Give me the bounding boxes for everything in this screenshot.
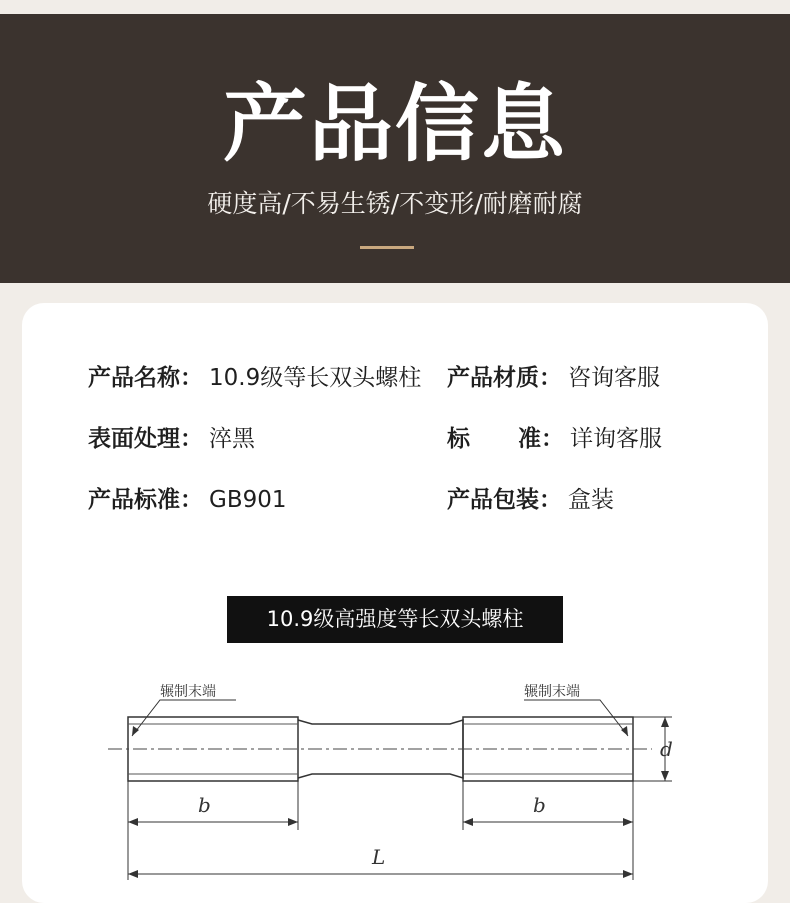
spec-value: 详询客服 xyxy=(570,426,663,452)
spec-label: 产品名称 xyxy=(88,365,180,391)
spec-packaging: 产品包装： 盒装 xyxy=(447,487,614,513)
spec-value: 10.9级等长双头螺柱 xyxy=(209,365,422,391)
right-arrow-icon xyxy=(621,726,628,736)
header-banner xyxy=(0,14,790,283)
dim-d-label: d xyxy=(660,737,673,761)
spec-value: 咨询客服 xyxy=(568,365,660,391)
dim-L-label: L xyxy=(372,845,386,869)
spec-value: GB901 xyxy=(209,487,287,513)
stud-bolt-diagram xyxy=(0,650,790,890)
dim-b-left-label: b xyxy=(198,793,211,817)
spec-product-name: 产品名称： 10.9级等长双头螺柱 xyxy=(88,365,422,391)
spec-product-standard: 产品标准： GB901 xyxy=(88,487,287,513)
dim-b-right-lines xyxy=(463,781,633,880)
spec-label: 产品材质 xyxy=(447,365,539,391)
dim-b-left-lines xyxy=(128,781,298,880)
left-callout-label: 辗制末端 xyxy=(160,684,216,700)
diagram-title-badge: 10.9级高强度等长双头螺柱 xyxy=(227,596,563,643)
spec-surface: 表面处理： 淬黑 xyxy=(88,426,255,452)
spec-label: 产品标准 xyxy=(88,487,180,513)
spec-label: 标 准 xyxy=(447,426,542,452)
spec-value: 淬黑 xyxy=(209,426,255,452)
spec-material: 产品材质： 咨询客服 xyxy=(447,365,660,391)
page-title: 产品信息 xyxy=(222,75,567,173)
page-subtitle: 硬度高/不易生锈/不变形/耐磨耐腐 xyxy=(207,189,583,218)
title-divider xyxy=(360,246,414,249)
right-callout-leader xyxy=(524,700,628,736)
left-arrow-icon xyxy=(132,726,139,736)
right-callout-label: 辗制末端 xyxy=(524,684,580,700)
spec-label: 表面处理 xyxy=(88,426,180,452)
left-callout-leader xyxy=(132,700,236,736)
spec-standard-grade: 标 准： 详询客服 xyxy=(447,426,663,452)
dim-b-right-label: b xyxy=(533,793,546,817)
spec-label: 产品包装 xyxy=(447,487,539,513)
spec-value: 盒装 xyxy=(568,487,614,513)
